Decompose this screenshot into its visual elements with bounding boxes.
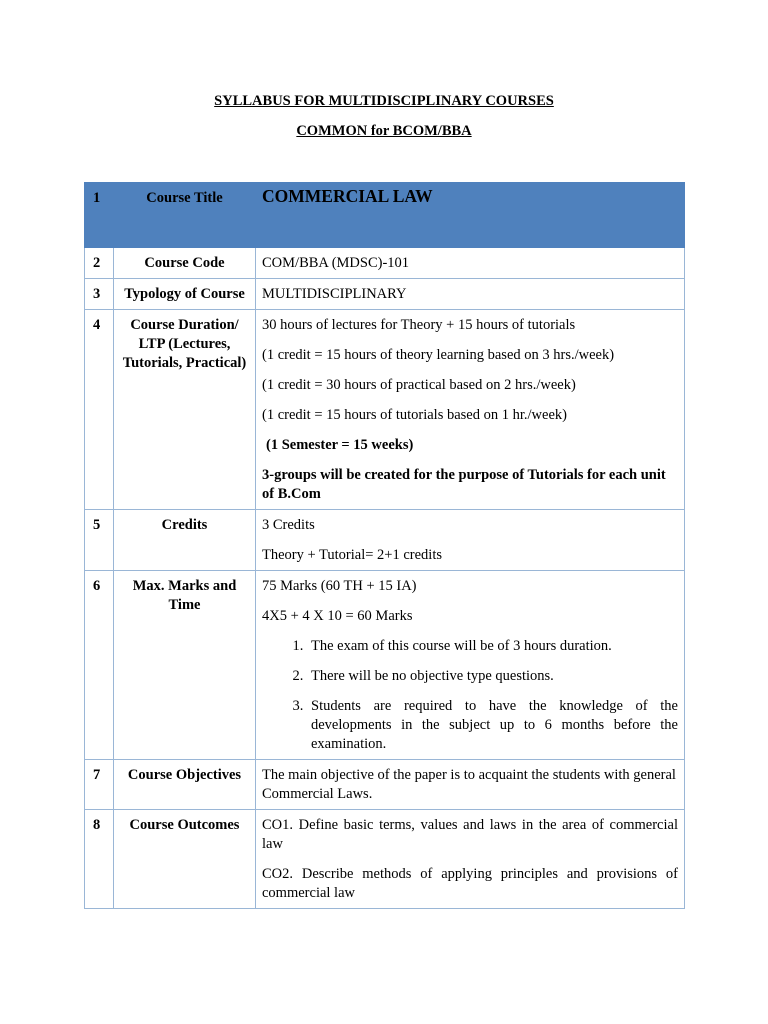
outcomes-content [256, 810, 685, 909]
list-item: 2. There will be no objective type questions. [307, 667, 678, 686]
row-number: 4 [85, 310, 114, 510]
row-label: Course Code [114, 248, 256, 279]
table-row [85, 571, 685, 760]
credits-line: Theory + Tutorial= 2+1 credits [262, 547, 442, 563]
row-number: 3 [85, 279, 114, 310]
row-number: 5 [85, 510, 114, 571]
row-label: Max. Marks and Time [114, 571, 256, 760]
list-item: 1. The exam of this course will be of 3 hours duration. [307, 637, 678, 656]
table-row [85, 183, 685, 248]
typology-value: MULTIDISCIPLINARY [256, 279, 685, 310]
list-item: 3. Students are required to have the knowledge of the developments in the subject up to 6 months before the examination. [307, 697, 678, 754]
table-row [85, 310, 685, 510]
row-number: 6 [85, 571, 114, 760]
row-label: Course Outcomes [114, 810, 256, 909]
row-label: Course Objectives [114, 760, 256, 810]
marks-line: 4X5 + 4 X 10 = 60 Marks [262, 608, 413, 624]
table-row [85, 510, 685, 571]
table-row [85, 810, 685, 909]
marks-line: 75 Marks (60 TH + 15 IA) [262, 578, 417, 594]
credits-line: 3 Credits [262, 517, 315, 533]
table-row [85, 248, 685, 279]
course-code-value: COM/BBA (MDSC)-101 [256, 248, 685, 279]
duration-line: (1 credit = 15 hours of tutorials based on 1 hr./week) [262, 407, 567, 423]
course-title-value: COMMERCIAL LAW [256, 183, 685, 248]
exam-rules-list [262, 637, 678, 754]
row-number: 1 [85, 183, 114, 248]
row-label: Course Duration/ LTP (Lectures, Tutorials, Practical) [114, 310, 256, 510]
objectives-value: The main objective of the paper is to acquaint the students with general Commercial Laws. [256, 760, 685, 810]
marks-content [256, 571, 685, 760]
duration-line: (1 credit = 15 hours of theory learning based on 3 hrs./week) [262, 347, 615, 363]
row-label: Course Title [114, 183, 256, 248]
row-label: Typology of Course [114, 279, 256, 310]
document-title: SYLLABUS FOR MULTIDISCIPLINARY COURSES [214, 93, 554, 109]
tutorial-groups-note: 3-groups will be created for the purpose of Tutorials for each unit of B.Com [262, 467, 666, 502]
row-number: 2 [85, 248, 114, 279]
semester-note: (1 Semester = 15 weeks) [266, 437, 414, 453]
table-row [85, 760, 685, 810]
row-number: 7 [85, 760, 114, 810]
row-label: Credits [114, 510, 256, 571]
outcome-line: CO2. Describe methods of applying principles and provisions of commercial law [262, 866, 678, 901]
syllabus-table [84, 182, 685, 909]
duration-content [256, 310, 685, 510]
row-number: 8 [85, 810, 114, 909]
duration-line: (1 credit = 30 hours of practical based on 2 hrs./week) [262, 377, 576, 393]
duration-line: 30 hours of lectures for Theory + 15 hours of tutorials [262, 317, 576, 333]
credits-content [256, 510, 685, 571]
outcome-line: CO1. Define basic terms, values and laws in the area of commercial law [262, 817, 678, 852]
document-subtitle: COMMON for BCOM/BBA [296, 123, 472, 139]
table-row [85, 279, 685, 310]
